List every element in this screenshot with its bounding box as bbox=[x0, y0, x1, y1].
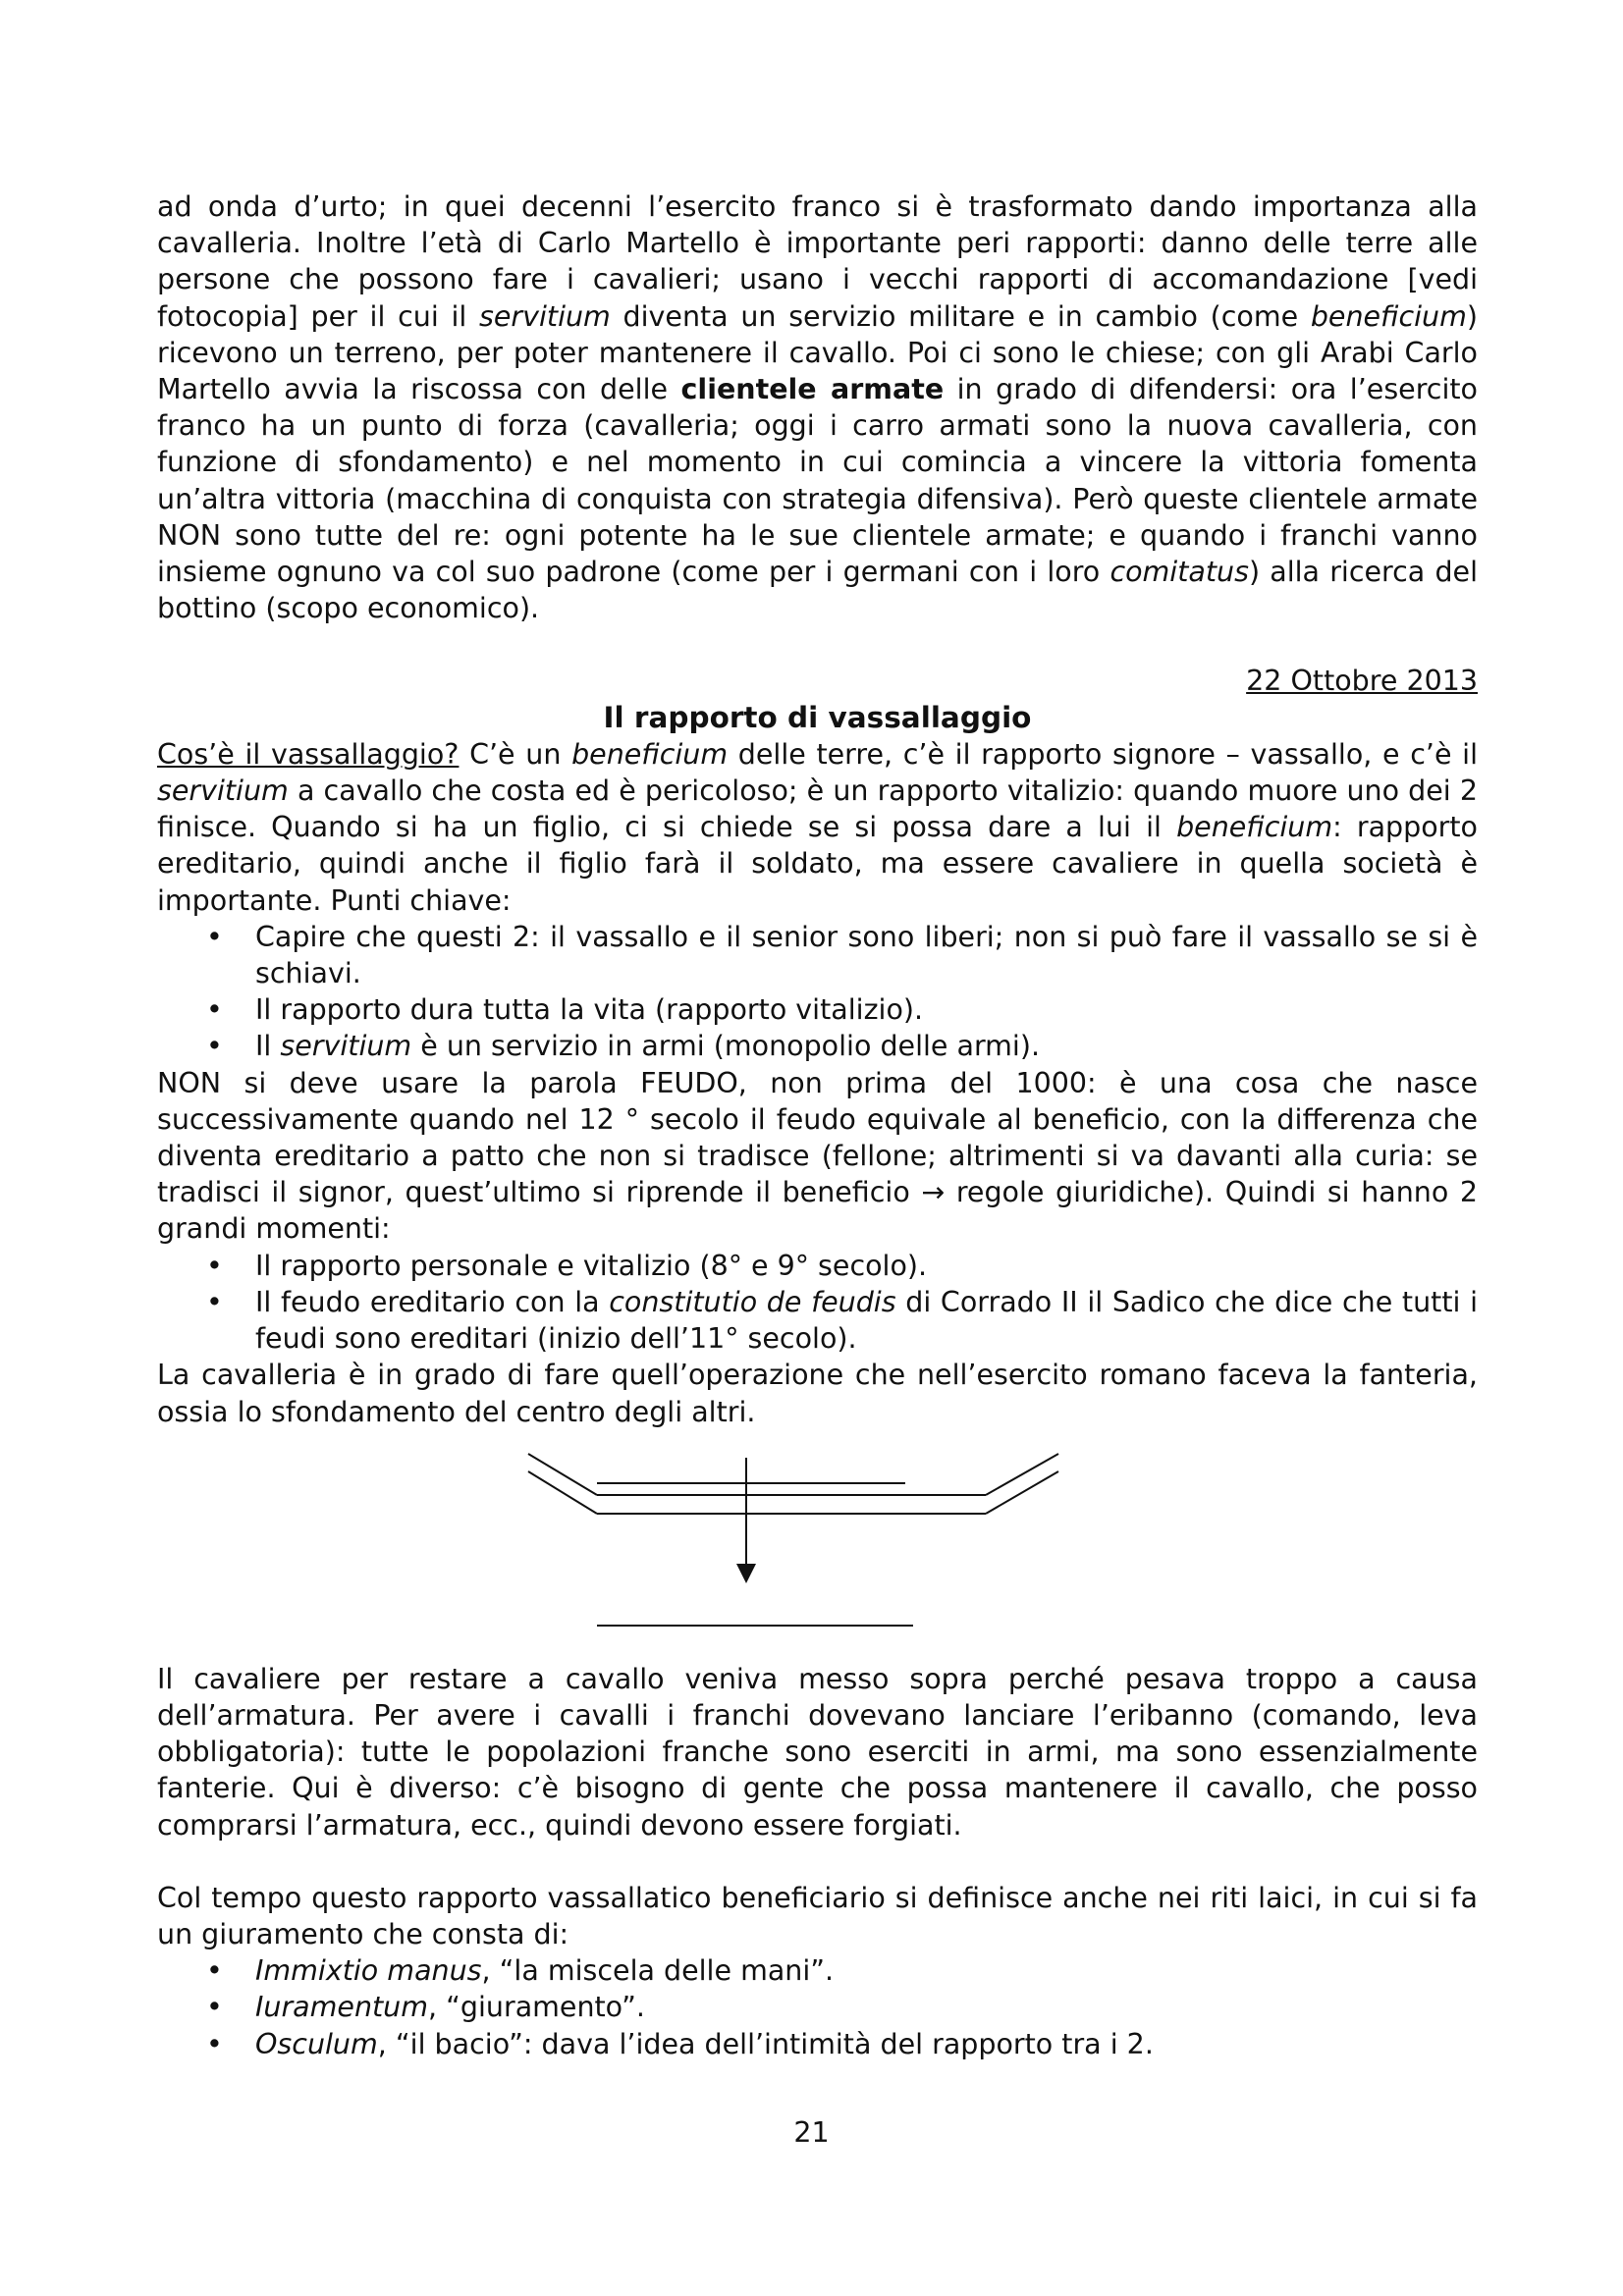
paragraph-riti bbox=[157, 1880, 1478, 1952]
italic-term: beneficium bbox=[1310, 299, 1467, 333]
bold-term: clientele armate bbox=[680, 373, 945, 406]
text-run: La cavalleria è in grado di fare quell’operazione che nell’esercito romano faceva la fanteria, ossia lo sfondamento del centro degli altri. bbox=[157, 1359, 1478, 1428]
paragraph-feudo bbox=[157, 1065, 1478, 1248]
italic-term: Iuramentum bbox=[255, 1991, 429, 2024]
italic-term: servitium bbox=[479, 299, 611, 333]
list-item bbox=[157, 919, 1478, 991]
italic-term: beneficium bbox=[1176, 811, 1333, 844]
text-run: delle terre, c’è il rapporto signore – vassallo, e c’è il bbox=[728, 737, 1478, 771]
paragraph-cavalleria bbox=[157, 1357, 1478, 1429]
italic-term: Osculum bbox=[255, 2027, 378, 2060]
text-run: : rapporto ereditario, quindi anche il figlio farà il soldato, ma essere cavaliere in quella società è importante. Punti chiave: bbox=[157, 811, 1478, 917]
spacer bbox=[157, 1843, 1478, 1880]
italic-term: comitatus bbox=[1109, 556, 1249, 589]
page-number: 21 bbox=[793, 2116, 830, 2149]
text-run: NON si deve usare la parola FEUDO, non prima del 1000: è una cosa che nasce successivamente quando nel 12 ° secolo il feudo equivale al beneficio, con la differenza che diventa ereditario a patto che non si tradisce (fellone; altrimenti si va davanti alla curia: se tradisci il signor, quest’ultimo si riprende il beneficio → regole giuridiche). Quindi si hanno 2 grandi momenti: bbox=[157, 1066, 1478, 1246]
text-run: in grado di difendersi: ora l’esercito franco ha un punto di forza (cavalleria; oggi i carro armati sono la nuova cavalleria, con funzione di sfondamento) e nel momento in cui comincia a vincere la vittoria fomenta un’altra vittoria (macchina di conquista con strategia difensiva). Però queste clientele armate NON sono tutte del re: ogni potente ha le sue clientele armate; e quando i franchi vanno insieme ognuno va col suo padrone (come per i germani con i loro bbox=[157, 373, 1478, 589]
italic-term: servitium bbox=[157, 774, 289, 808]
diagram-arrow-head bbox=[736, 1564, 756, 1583]
text-run: Il cavaliere per restare a cavallo veniva messo sopra perché pesava troppo a causa dell’armatura. Per avere i cavalli i franchi dovevano lanciare l’eribanno (comando, leva obbligatoria): tutte le popolazioni franche sono eserciti in armi, ma sono essenzialmente fanterie. Qui è diverso: c’è bisogno di gente che possa mantenere il cavallo, che posso comprarsi l’armatura, ecc., quindi devono essere forgiati. bbox=[157, 1662, 1478, 1842]
text-run: ad onda d’urto; in quei decenni l’esercito franco si è trasformato dando importanza alla cavalleria. Inoltre l’età di Carlo Martello è importante peri rapporti: danno delle terre alle persone che possono fare i cavalieri; usano i vecchi rapporti di accomandazione [vedi fotocopia] per il cui il bbox=[157, 190, 1478, 333]
italic-term: beneficium bbox=[571, 737, 729, 771]
diagram-left-wing-inner bbox=[528, 1471, 597, 1514]
italic-term: constitutio de feudis bbox=[609, 1285, 896, 1318]
text-run: Il rapporto personale e vitalizio (8° e 9° secolo). bbox=[255, 1249, 928, 1282]
list-item bbox=[157, 991, 1478, 1028]
text-run: C’è un bbox=[459, 737, 572, 771]
key-points-list bbox=[157, 919, 1478, 1065]
diagram-left-wing-outer bbox=[528, 1454, 597, 1495]
text-run: , “giuramento”. bbox=[428, 1991, 645, 2024]
paragraph-armatura bbox=[157, 1661, 1478, 1843]
text-run: di Corrado II il Sadico che dice che tutti i feudi sono ereditari (inizio dell’11° secolo). bbox=[255, 1285, 1478, 1356]
text-run: Il rapporto dura tutta la vita (rapporto vitalizio). bbox=[255, 993, 924, 1027]
diagram-right-wing-inner bbox=[986, 1471, 1058, 1514]
list-item bbox=[157, 2026, 1478, 2062]
ritual-list bbox=[157, 1952, 1478, 2062]
diagram-right-wing-outer bbox=[986, 1454, 1058, 1495]
list-item bbox=[157, 1952, 1478, 1989]
text-run: , “la miscela delle mani”. bbox=[481, 1954, 835, 1988]
underlined-question: Cos’è il vassallaggio? bbox=[157, 737, 460, 771]
list-item bbox=[157, 1989, 1478, 2025]
text-run: Col tempo questo rapporto vassallatico beneficiario si definisce anche nei riti laici, in cui si fa un giuramento che consta di: bbox=[157, 1881, 1478, 1950]
page-body bbox=[157, 188, 1478, 2062]
text-run: , “il bacio”: dava l’idea dell’intimità del rapporto tra i 2. bbox=[377, 2027, 1154, 2060]
list-item bbox=[157, 1028, 1478, 1064]
text-run: Il bbox=[255, 1030, 281, 1063]
diagram-svg bbox=[157, 1430, 1478, 1661]
text-run: a cavallo che costa ed è pericoloso; è un rapporto vitalizio: quando muore uno dei 2 finisce. Quando si ha un figlio, ci si chiede se si possa dare a lui il bbox=[157, 774, 1478, 844]
paragraph-definition bbox=[157, 736, 1478, 919]
list-item bbox=[157, 1284, 1478, 1357]
text-run: diventa un servizio militare e in cambio (come bbox=[610, 299, 1311, 333]
lecture-date: 22 Ottobre 2013 bbox=[1246, 665, 1478, 698]
section-title: Il rapporto di vassallaggio bbox=[603, 700, 1032, 734]
text-run: è un servizio in armi (monopolio delle armi). bbox=[411, 1030, 1041, 1063]
text-run: ) ricevono un terreno, per poter mantenere il cavallo. Poi ci sono le chiese; con gli Arabi Carlo Martello avvia la riscossa con delle bbox=[157, 299, 1478, 406]
italic-term: Immixtio manus bbox=[255, 1954, 482, 1988]
cavalry-breakthrough-diagram bbox=[157, 1430, 1478, 1661]
paragraph-intro bbox=[157, 188, 1478, 626]
moments-list bbox=[157, 1248, 1478, 1358]
text-run: Il feudo ereditario con la bbox=[255, 1285, 610, 1318]
text-run: Capire che questi 2: il vassallo e il senior sono liberi; non si può fare il vassallo se si è schiavi. bbox=[255, 920, 1478, 990]
italic-term: servitium bbox=[280, 1030, 412, 1063]
list-item bbox=[157, 1248, 1478, 1284]
text-run: ) alla ricerca del bottino (scopo economico). bbox=[157, 556, 1479, 625]
